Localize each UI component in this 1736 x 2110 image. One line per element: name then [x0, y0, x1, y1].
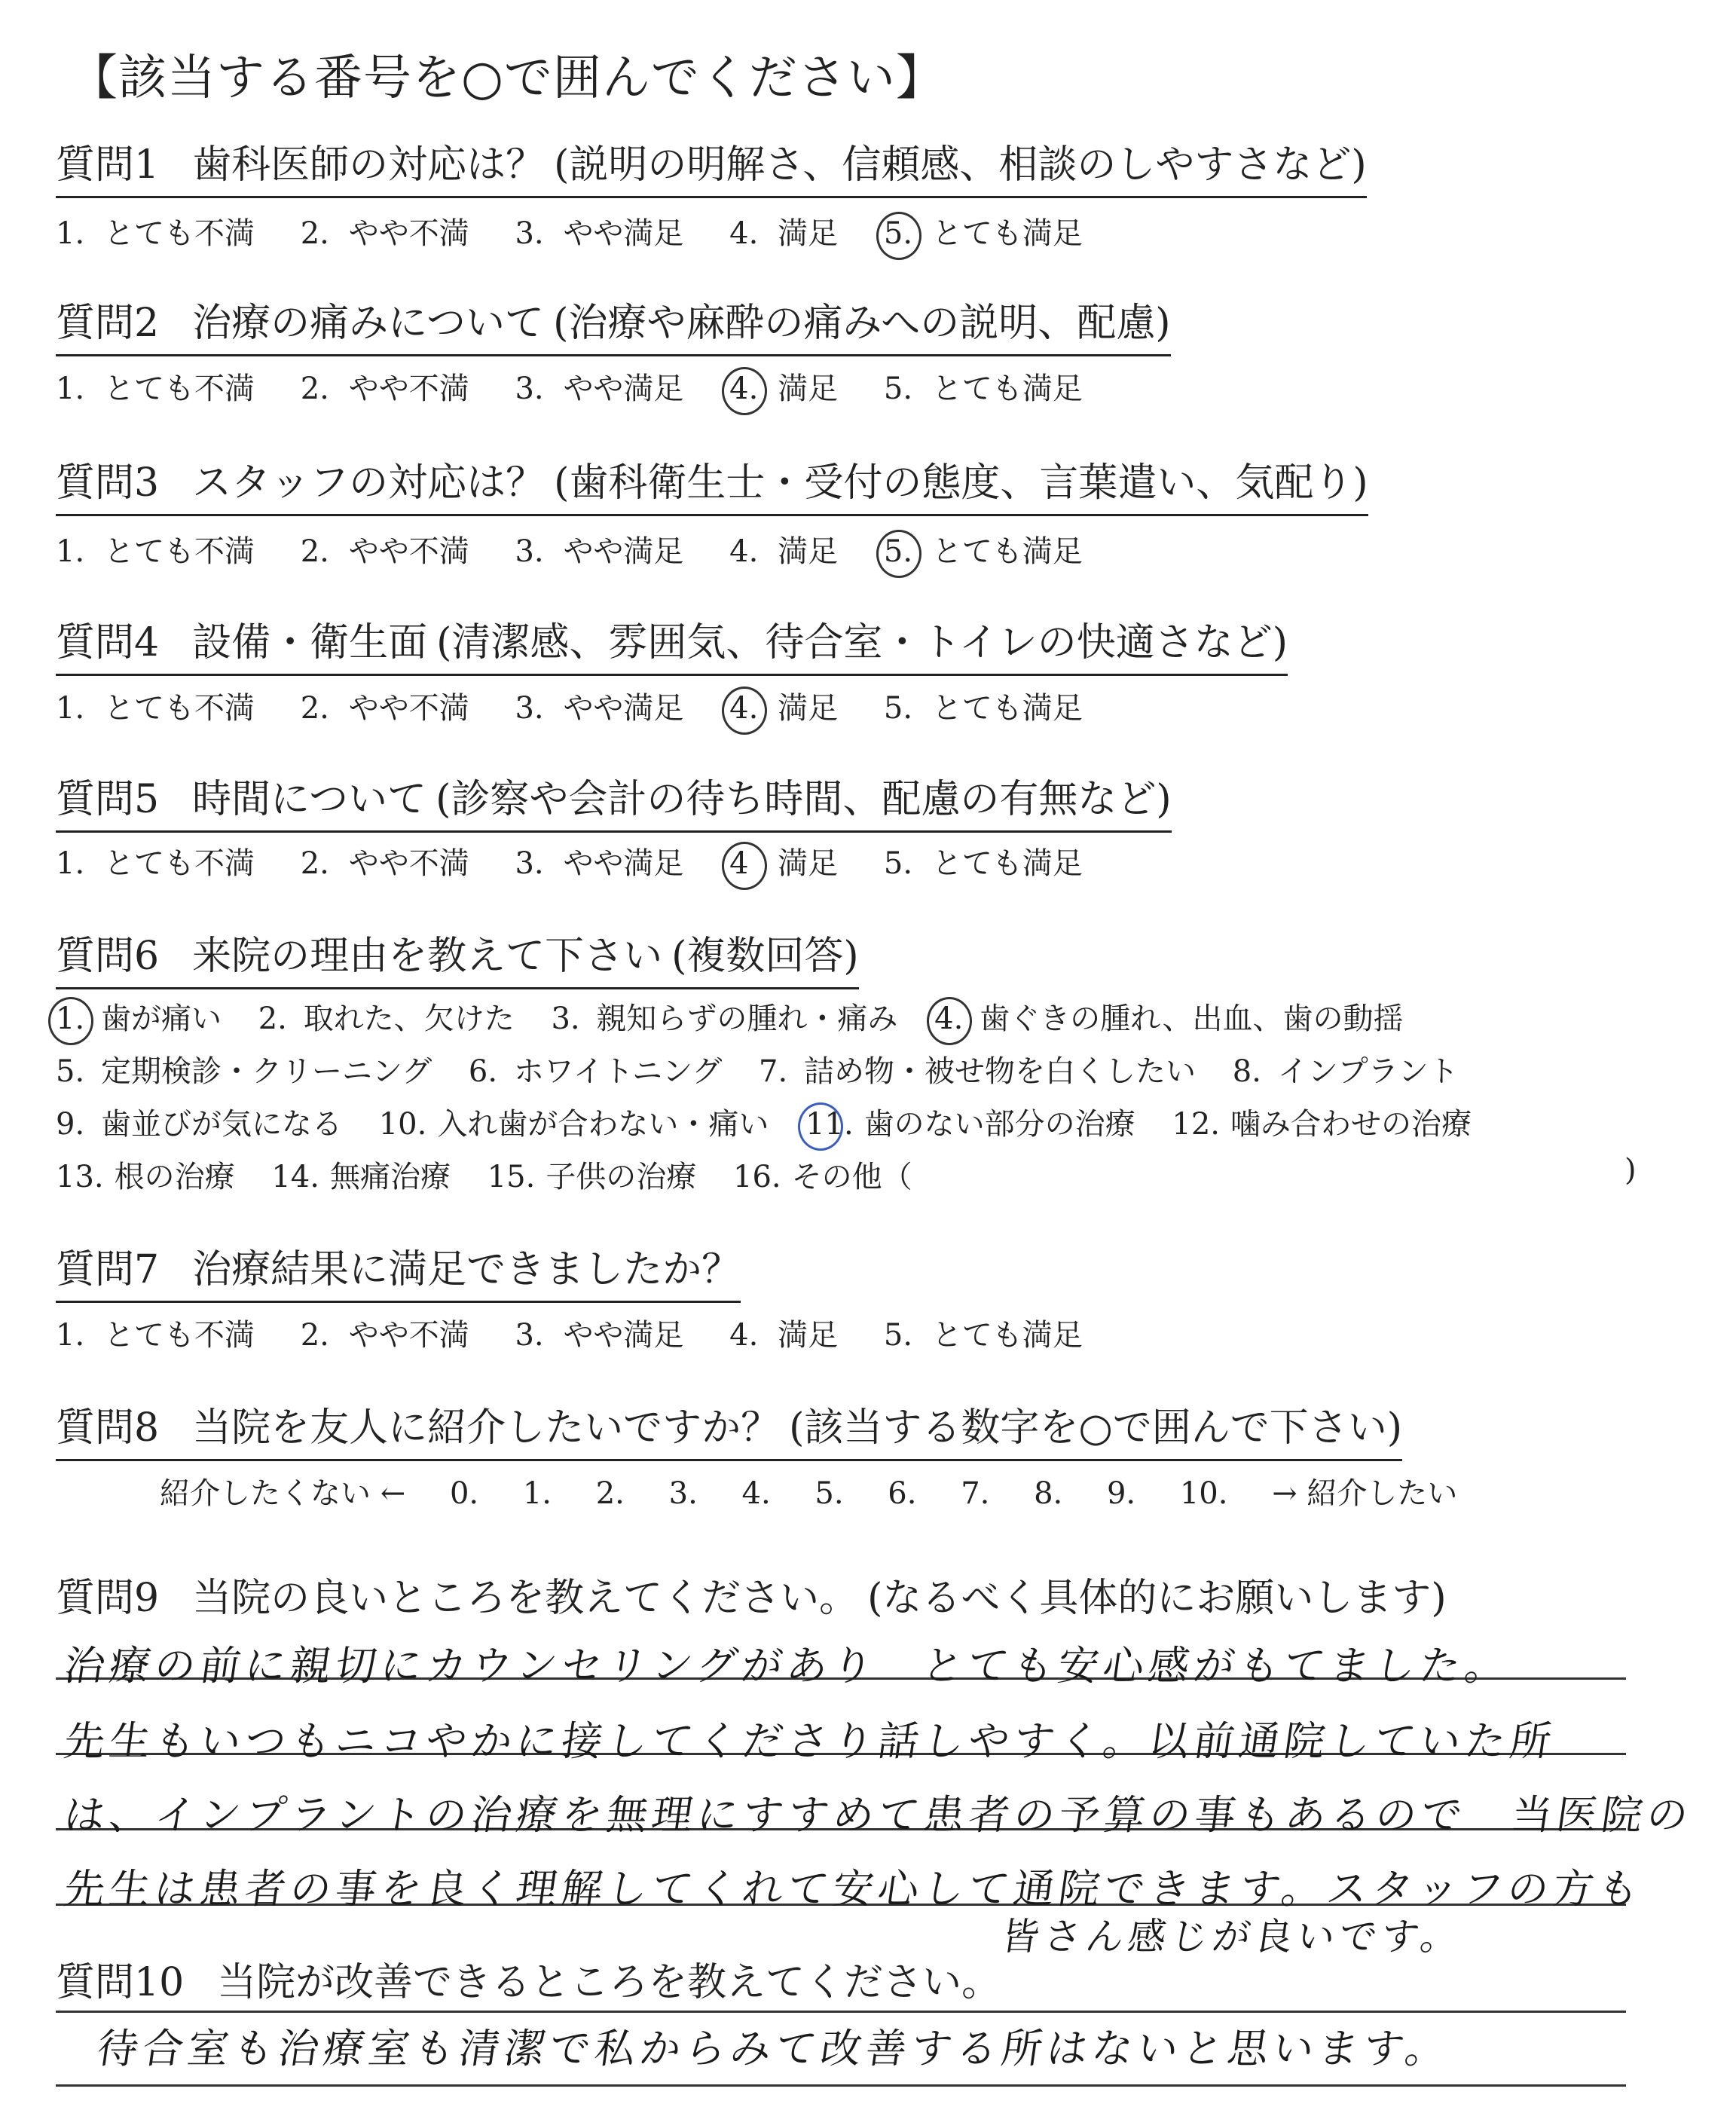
- option-2[interactable]: 2. やや不満: [300, 1318, 469, 1353]
- question-note: (説明の明解さ、信頼感、相談のしやすさなど): [554, 142, 1367, 188]
- write-line: [56, 2084, 1626, 2087]
- scale-point[interactable]: 5.: [815, 1476, 844, 1511]
- option-12[interactable]: 12. 噛み合わせの治療: [1172, 1107, 1472, 1142]
- option-3[interactable]: 3. やや満足: [515, 846, 684, 881]
- question-number: 質問3: [56, 460, 160, 506]
- option-1-selected[interactable]: 1. 歯が痛い: [56, 1001, 222, 1036]
- option-3[interactable]: 3. やや満足: [515, 372, 684, 406]
- question-2-options: [56, 365, 1119, 408]
- write-line: [56, 2011, 1626, 2013]
- option-3[interactable]: 3. やや満足: [515, 216, 684, 251]
- question-1-heading: [56, 143, 1367, 198]
- question-4-options: [56, 684, 1119, 727]
- option-4[interactable]: 4. 満足: [729, 1318, 839, 1353]
- option-2[interactable]: 2. 取れた、欠けた: [258, 1001, 515, 1036]
- option-4-selected[interactable]: 4. 歯ぐきの腫れ、出血、歯の動揺: [934, 1001, 1404, 1036]
- question-number: 質問5: [56, 777, 160, 822]
- question-text: 時間について: [192, 777, 427, 822]
- question-number: 質問4: [56, 620, 160, 665]
- scale-point[interactable]: 8.: [1034, 1476, 1063, 1511]
- scale-point[interactable]: 3.: [668, 1476, 698, 1511]
- option-5[interactable]: 5. とても満足: [883, 691, 1083, 726]
- question-note: (なるべく具体的にお願いします): [867, 1576, 1447, 1621]
- option-1[interactable]: 1. とても不満: [56, 1318, 255, 1353]
- question-3-heading: [56, 461, 1368, 516]
- question-text: 治療の痛みについて: [192, 301, 545, 346]
- options-row: [56, 1100, 1499, 1153]
- option-10[interactable]: 10. 入れ歯が合わない・痛い: [378, 1107, 769, 1142]
- handwritten-answer-line: は、インプラントの治療を無理にすすめて患者の予算の事もあるので 当医院の: [61, 1791, 1696, 1839]
- option-2[interactable]: 2. やや不満: [300, 691, 469, 726]
- question-5-heading: [56, 778, 1172, 833]
- question-number: 質問2: [56, 301, 160, 346]
- option-13[interactable]: 13. 根の治療: [56, 1160, 235, 1194]
- option-1[interactable]: 1. とても不満: [56, 691, 255, 726]
- option-2[interactable]: 2. やや不満: [300, 372, 469, 406]
- recommend-scale: [160, 1469, 1492, 1512]
- question-6-options: [56, 995, 1637, 1206]
- question-note: (複数回答): [671, 934, 859, 979]
- question-7-options: [56, 1311, 1119, 1354]
- handwritten-answer-line: 治療の前に親切にカウンセリングがあり とても安心感がもてました。: [61, 1642, 1514, 1690]
- question-note: (該当する数字を○で囲んで下さい): [789, 1405, 1403, 1451]
- question-6-heading: [56, 934, 859, 989]
- option-3[interactable]: 3. 親知らずの腫れ・痛み: [551, 1001, 898, 1036]
- option-1[interactable]: 1. とても不満: [56, 846, 255, 881]
- question-number: 質問1: [56, 142, 160, 188]
- question-2-heading: [56, 301, 1171, 356]
- other-close-paren: ): [1624, 1153, 1637, 1188]
- question-4-heading: [56, 621, 1288, 676]
- page-title: 【該当する番号を○で囲んでください】: [69, 50, 945, 106]
- option-1[interactable]: 1. とても不満: [56, 216, 255, 251]
- option-2[interactable]: 2. やや不満: [300, 846, 469, 881]
- scale-left-label: 紹介したくない ←: [160, 1476, 406, 1511]
- question-5-options: [56, 839, 1119, 882]
- question-note: (歯科衛生士・受付の態度、言葉遣い、気配り): [554, 460, 1368, 506]
- handwritten-answer-line: 待合室も治療室も清潔で私からみて改善する所はないと思います。: [94, 2025, 1454, 2072]
- option-4[interactable]: 4. 満足: [729, 534, 839, 569]
- option-5[interactable]: 5. とても満足: [883, 372, 1083, 406]
- option-2[interactable]: 2. やや不満: [300, 216, 469, 251]
- question-number: 質問7: [56, 1247, 160, 1292]
- option-5[interactable]: 5. とても満足: [883, 846, 1083, 881]
- question-text: 当院を友人に紹介したいですか？: [192, 1405, 781, 1451]
- option-3[interactable]: 3. やや満足: [515, 534, 684, 569]
- handwritten-answer-line: 先生もいつもニコやかに接してくださり話しやすく。以前通院していた所: [61, 1717, 1559, 1765]
- option-5-selected[interactable]: 5. とても満足: [883, 216, 1083, 251]
- question-8-heading: [56, 1406, 1402, 1461]
- question-text: 当院が改善できるところを教えてください。: [217, 1960, 1001, 2005]
- option-8[interactable]: 8. インプラント: [1232, 1054, 1459, 1089]
- options-row: [56, 995, 1499, 1047]
- option-15[interactable]: 15. 子供の治療: [487, 1160, 697, 1194]
- option-4-selected[interactable]: 4. 満足: [729, 372, 839, 406]
- scale-point[interactable]: 6.: [888, 1476, 917, 1511]
- option-7[interactable]: 7. 詰め物・被せ物を白くしたい: [759, 1054, 1197, 1089]
- question-number: 質問9: [56, 1576, 160, 1621]
- question-10-heading: [56, 1950, 1001, 2007]
- option-3[interactable]: 3. やや満足: [515, 691, 684, 726]
- question-number: 質問8: [56, 1405, 160, 1451]
- option-5[interactable]: 5. 定期検診・クリーニング: [56, 1054, 432, 1089]
- option-4-selected[interactable]: 4 満足: [729, 846, 839, 881]
- option-14[interactable]: 14. 無痛治療: [271, 1160, 451, 1194]
- question-note: (治療や麻酔の痛みへの説明、配慮): [553, 301, 1171, 346]
- options-row: [56, 1047, 1499, 1100]
- question-note: (診察や会計の待ち時間、配慮の有無など): [436, 777, 1172, 822]
- question-note: (清潔感、雰囲気、待合室・トイレの快適さなど): [436, 620, 1288, 665]
- scale-point[interactable]: 9.: [1106, 1476, 1136, 1511]
- scale-point[interactable]: 4.: [741, 1476, 771, 1511]
- question-text: 来院の理由を教えて下さい: [192, 934, 663, 979]
- scale-point[interactable]: 0.: [449, 1476, 479, 1511]
- question-number: 質問6: [56, 934, 160, 979]
- option-1[interactable]: 1. とても不満: [56, 372, 255, 406]
- options-row: [56, 1153, 1637, 1206]
- scale-point[interactable]: 1.: [522, 1476, 552, 1511]
- question-3-options: [56, 528, 1119, 570]
- question-text: 歯科医師の対応は？: [192, 142, 546, 188]
- option-4-selected[interactable]: 4. 満足: [729, 691, 839, 726]
- question-text: 治療結果に満足できましたか？: [192, 1247, 741, 1292]
- scale-point[interactable]: 2.: [595, 1476, 625, 1511]
- question-number: 質問10: [56, 1960, 185, 2005]
- handwritten-answer-line: 皆さん感じが良いです。: [998, 1915, 1466, 1959]
- option-9[interactable]: 9. 歯並びが気になる: [56, 1107, 342, 1142]
- question-text: 設備・衛生面: [192, 620, 428, 665]
- option-5[interactable]: 5. とても満足: [883, 1318, 1083, 1353]
- scale-point[interactable]: 7.: [961, 1476, 990, 1511]
- question-text: スタッフの対応は？: [192, 460, 546, 506]
- question-7-heading: [56, 1248, 741, 1303]
- option-1[interactable]: 1. とても不満: [56, 534, 255, 569]
- option-16-other[interactable]: 16. その他（: [733, 1160, 912, 1194]
- scale-right-label: → 紹介したい: [1272, 1476, 1458, 1511]
- option-3[interactable]: 3. やや満足: [515, 1318, 684, 1353]
- option-5-selected[interactable]: 5. とても満足: [883, 534, 1083, 569]
- option-4[interactable]: 4. 満足: [729, 216, 839, 251]
- handwritten-answer-line: 先生は患者の事を良く理解してくれて安心して通院できます。スタッフの方も: [61, 1865, 1647, 1913]
- question-text: 当院の良いところを教えてください。: [192, 1576, 859, 1621]
- question-1-options: [56, 209, 1119, 252]
- question-9-heading: [56, 1566, 1447, 1622]
- scale-point[interactable]: 10.: [1179, 1476, 1228, 1511]
- option-11-selected[interactable]: 11. 歯のない部分の治療: [805, 1107, 1135, 1142]
- option-2[interactable]: 2. やや不満: [300, 534, 469, 569]
- option-6[interactable]: 6. ホワイトニング: [468, 1054, 723, 1089]
